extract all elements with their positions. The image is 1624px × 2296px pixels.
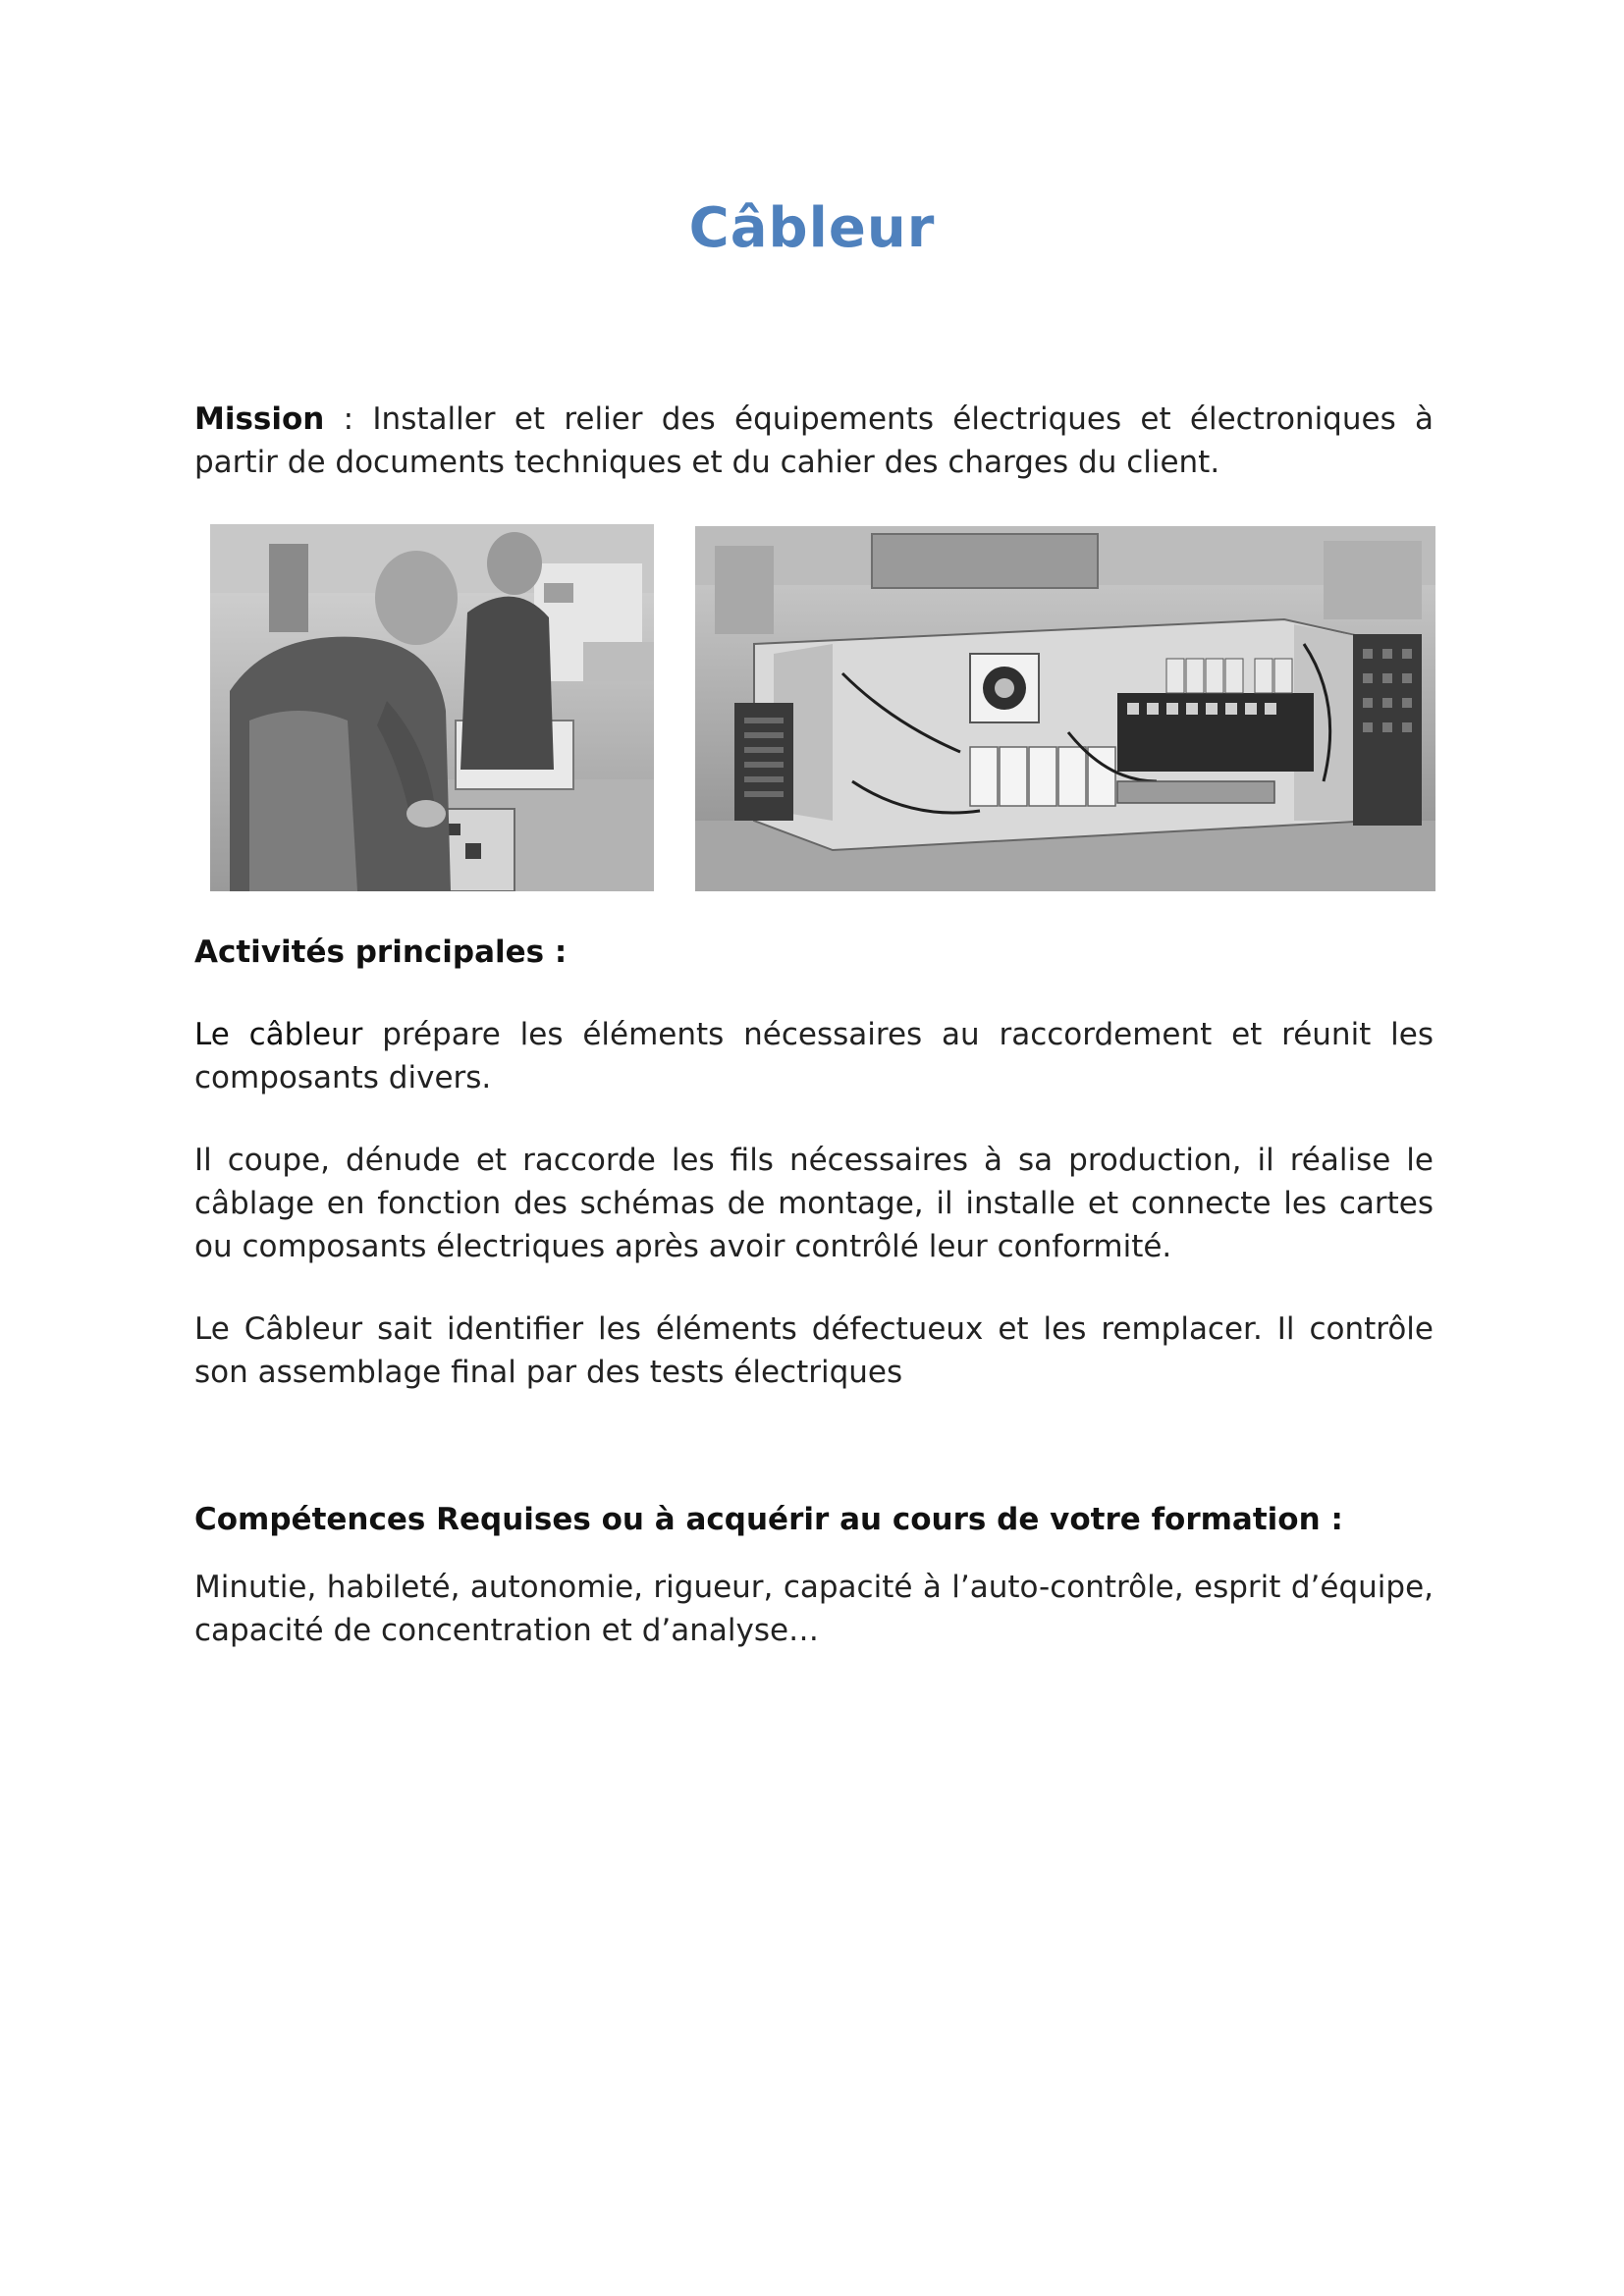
activities-paragraph-3: Le Câbleur sait identifier les éléments défectueux et les remplacer. Il contrôle son assemblage final par des tests électriques <box>194 1311 1434 1390</box>
mission-label: Mission <box>194 401 325 437</box>
mission-paragraph <box>194 398 1434 484</box>
activities-p1-text: prépare les éléments nécessaires au raccordement et réunit les composants divers. <box>194 1017 1434 1095</box>
activities-lead: Le câbleur <box>194 1017 363 1052</box>
activities-paragraph-2: Il coupe, dénude et raccorde les fils nécessaires à sa production, il réalise le câblage en fonction des schémas de montage, il installe et connecte les cartes ou composants électriques après avoir contrôlé leur conformité. <box>194 1143 1434 1264</box>
skills-paragraph: Minutie, habileté, autonomie, rigueur, capacité à l’auto-contrôle, esprit d’équipe, capacité de concentration et d’analyse… <box>194 1570 1434 1648</box>
workers-wiring-photo <box>210 524 654 891</box>
electrical-cabinet-photo <box>695 526 1435 891</box>
activities-paragraph-1 <box>194 1013 1434 1099</box>
mission-text: Installer et relier des équipements électriques et électroniques à partir de documents techniques et du cahier des charges du client. <box>194 401 1435 480</box>
activities-heading: Activités principales : <box>194 934 568 970</box>
page-title: Câbleur <box>688 196 936 260</box>
skills-heading: Compétences Requises ou à acquérir au cours de votre formation : <box>194 1502 1343 1537</box>
mission-separator: : <box>324 401 373 437</box>
